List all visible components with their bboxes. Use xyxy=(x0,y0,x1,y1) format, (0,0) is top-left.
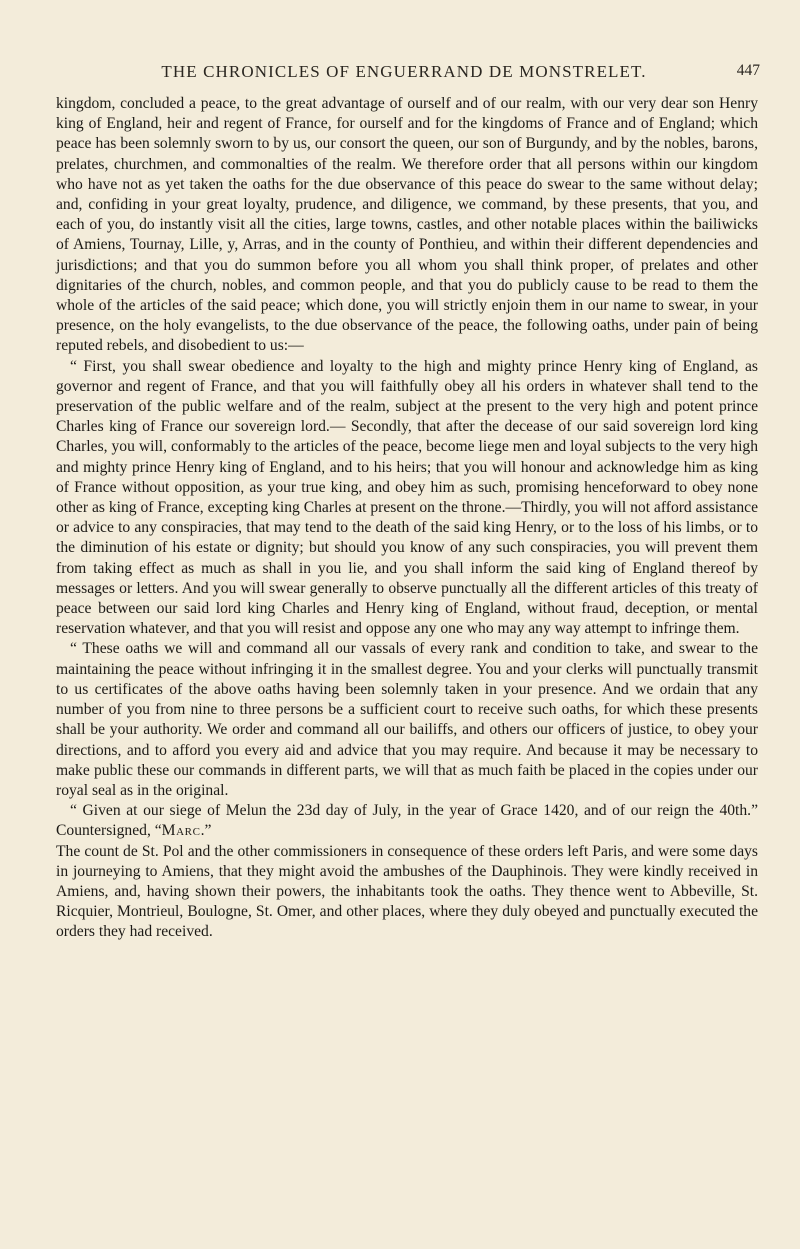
countersign-name: Marc xyxy=(161,822,201,840)
paragraph-commissioners: The count de St. Pol and the other commissioners in consequence of these orders left Paris, and were some days in journeying to Amiens, that they might avoid the ambushes of the Dauphinois. They were kindly received in Amiens, and, having shown their powers, the inhabitants took the oaths. They thence went to Abbeville, St. Ricquier, Montrieul, Boulogne, St. Omer, and other places, where they duly obeyed and punctually executed the orders they had received. xyxy=(56,842,758,941)
running-title: THE CHRONICLES OF ENGUERRAND DE MONSTRELET. xyxy=(161,62,647,81)
page-number: 447 xyxy=(736,62,760,79)
running-head xyxy=(48,62,760,86)
paragraph-command: “ These oaths we will and command all our vassals of every rank and condition to take, and swear to the maintaining the peace without infringing it in the smallest degree. You and your clerks will punctually transmit to us certificates of the above oaths having been solemnly taken in your presence. And we ordain that any number of you from nine to three persons be a sufficient court to receive such oaths, for which these presents shall be your authority. We order and command all our bailiffs, and others our officers of justice, to obey your directions, and to afford you every aid and advice that you may require. And because it may be necessary to make public these our commands in different parts, we will that as much faith be placed in the copies under our royal seal as in the original. xyxy=(56,640,758,799)
paragraph-given-at xyxy=(56,801,758,841)
given-at-text: “ Given at our siege of Melun the 23d day of July, in the year of Grace 1420, and of our reign the 40th.” Countersigned, “ xyxy=(56,802,758,840)
paragraph-oaths: “ First, you shall swear obedience and loyalty to the high and mighty prince Henry king of England, as governor and regent of France, and that you will faithfully obey all his orders in whatever shall tend to the preservation of the public welfare and of the realm, subject at the present to the very high and potent prince Charles king of France our sovereign lord.— Secondly, that after the decease of our said sovereign lord king Charles, you will, conformably to the articles of the peace, become liege men and loyal subjects to the very high and mighty prince Henry king of England, and to his heirs; that you will honour and acknowledge him as king of France without opposition, as your true king, and obey him as such, promising henceforward to obey none other as king of France, excepting king Charles at present on the throne.—Thirdly, you will not afford assistance or advice to any conspiracies, that may tend to the death of the said king Henry, or to the loss of his limbs, or to the diminution of his estate or dignity; but should you know of any such conspiracies, you will prevent them from taking effect as much as shall in you lie, and you shall inform the said king of England thereof by messages or letters. And you will swear generally to observe punctually all the different articles of this treaty of peace between our said lord king Charles and Henry king of England, without fraud, deception, or mental reservation whatever, and that you will resist and oppose any one who may any way attempt to infringe them. xyxy=(56,357,758,638)
body-text xyxy=(56,94,758,943)
countersign-close: .” xyxy=(200,822,212,840)
paragraph-decree-opening: kingdom, concluded a peace, to the great advantage of ourself and of our realm, with our very dear son Henry king of England, heir and regent of France, for ourself and for the kingdoms of France and of England; which peace has been solemnly sworn to by us, our consort the queen, our son of Burgundy, and by the nobles, barons, prelates, churchmen, and commonalties of the realm. We therefore order that all persons within our kingdom who have not as yet taken the oaths for the due observance of this peace do swear to the same without delay; and, confiding in your great loyalty, prudence, and diligence, we command, by these presents, that you, and each of you, do instantly visit all the cities, large towns, castles, and other notable places within the bailiwicks of Amiens, Tournay, Lille, y, Arras, and in the county of Ponthieu, and within their different dependencies and jurisdictions; and that you do summon before you all whom you shall think proper, of prelates and other dignitaries of the church, nobles, and common people, and that you do publicly cause to be read to them the whole of the articles of the said peace; which done, you will strictly enjoin them in our name to swear, in your presence, on the holy evangelists, to the due observance of the peace, the following oaths, under pain of being reputed rebels, and disobedient to us:— xyxy=(56,95,758,355)
